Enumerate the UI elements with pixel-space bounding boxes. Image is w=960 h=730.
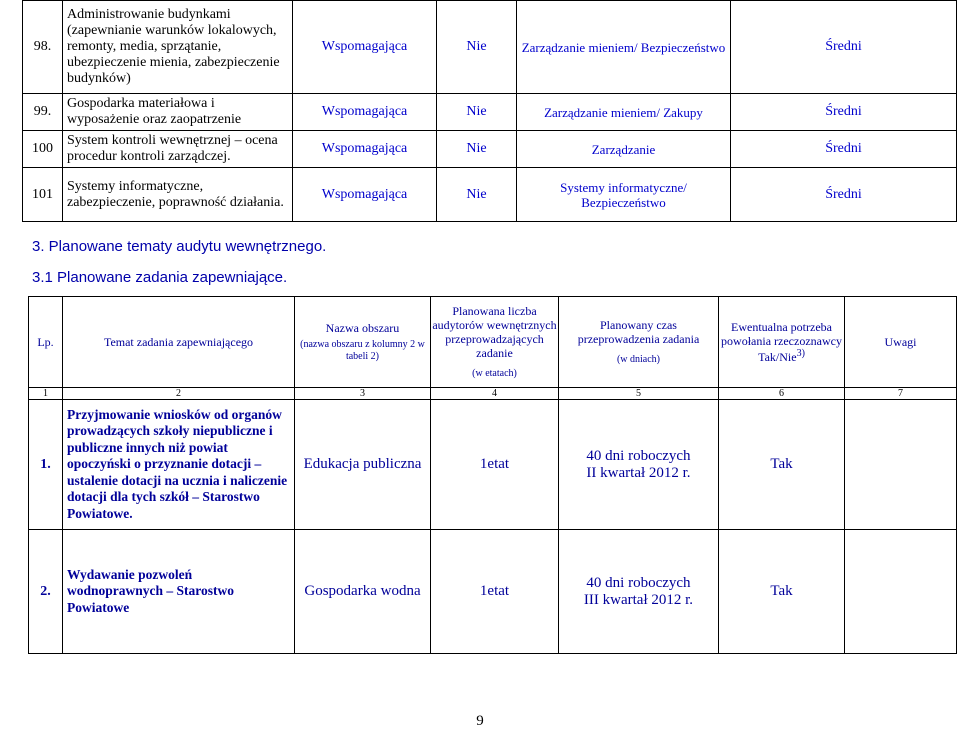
task-auditors: 1etat [431, 530, 559, 654]
outsourced: Nie [437, 131, 517, 168]
process-type: Wspomagająca [293, 168, 437, 222]
process-name: Gospodarka materiałowa i wyposażenie oraz zaopatrzenie [63, 94, 293, 131]
task-area: Edukacja publiczna [295, 400, 431, 530]
page-number: 9 [476, 713, 484, 729]
column-number: 7 [845, 388, 957, 400]
header-remarks: Uwagi [845, 297, 957, 388]
column-number: 2 [63, 388, 295, 400]
row-number: 100 [23, 131, 63, 168]
assurance-tasks-table [28, 296, 957, 654]
header-auditors-text: Planowana liczba audytorów wewnętrznych przeprowadzających zadanie [432, 304, 557, 360]
process-type: Wspomagająca [293, 131, 437, 168]
task-time-quarter: II kwartał 2012 r. [586, 464, 691, 481]
row-number: 101 [23, 168, 63, 222]
table-row [29, 400, 957, 530]
header-expert [719, 297, 845, 388]
header-auditors-note: (w etatach) [472, 368, 517, 379]
risk-level: Średni [731, 1, 957, 94]
area: Zarządzanie [517, 131, 731, 168]
process-name: Systemy informatyczne, zabezpieczenie, poprawność działania. [63, 168, 293, 222]
row-number: 98. [23, 1, 63, 94]
header-time-text: Planowany czas przeprowadzenia zadania [577, 318, 700, 346]
task-lp: 1. [29, 400, 63, 530]
column-number: 6 [719, 388, 845, 400]
task-time [559, 530, 719, 654]
risk-table [22, 0, 957, 222]
row-number: 99. [23, 94, 63, 131]
task-time [559, 400, 719, 530]
process-type: Wspomagająca [293, 1, 437, 94]
task-time-days: 40 dni roboczych [586, 574, 691, 591]
task-time-days: 40 dni roboczych [586, 447, 691, 464]
task-auditors: 1etat [431, 400, 559, 530]
task-topic: Wydawanie pozwoleń wodnoprawnych – Starostwo Powiatowe [63, 530, 295, 654]
table-row [23, 94, 957, 131]
section-heading-3: 3. Planowane tematy audytu wewnętrznego. [32, 238, 327, 255]
column-number: 5 [559, 388, 719, 400]
task-lp: 2. [29, 530, 63, 654]
process-name: Administrowanie budynkami (zapewnianie warunków lokalowych, remonty, media, sprzątanie, ubezpieczenie mienia, zabezpieczenie budynków) [63, 1, 293, 94]
task-remarks [845, 530, 957, 654]
outsourced: Nie [437, 94, 517, 131]
area: Zarządzanie mieniem/ Bezpieczeństwo [517, 1, 731, 94]
area: Zarządzanie mieniem/ Zakupy [517, 94, 731, 131]
column-number-row [29, 388, 957, 400]
header-expert-text: Ewentualna potrzeba powołania rzeczoznawcy Tak/Nie [721, 320, 842, 364]
table-row [23, 1, 957, 94]
header-time [559, 297, 719, 388]
table-row [23, 168, 957, 222]
header-area [295, 297, 431, 388]
task-expert: Tak [719, 400, 845, 530]
header-area-note: (nazwa obszaru z kolumny 2 w tabeli 2) [300, 339, 425, 362]
section-heading-3-1: 3.1 Planowane zadania zapewniające. [32, 269, 288, 286]
task-remarks [845, 400, 957, 530]
header-auditors [431, 297, 559, 388]
risk-level: Średni [731, 94, 957, 131]
task-topic: Przyjmowanie wniosków od organów prowadzących szkoły niepubliczne i publiczne innych niż powiat opoczyński o przyznanie dotacji – ustalenie dotacji na ucznia i naliczenie dotacji dla tych szkół – Starostwo Powiatowe. [63, 400, 295, 530]
outsourced: Nie [437, 168, 517, 222]
column-number: 3 [295, 388, 431, 400]
header-expert-footnote: 3) [796, 348, 805, 359]
task-time-quarter: III kwartał 2012 r. [583, 591, 694, 608]
column-number: 4 [431, 388, 559, 400]
process-name: System kontroli wewnętrznej – ocena procedur kontroli zarządczej. [63, 131, 293, 168]
task-area: Gospodarka wodna [295, 530, 431, 654]
table-row [23, 131, 957, 168]
risk-level: Średni [731, 131, 957, 168]
area: Systemy informatyczne/ Bezpieczeństwo [517, 168, 731, 222]
header-topic: Temat zadania zapewniającego [63, 297, 295, 388]
outsourced: Nie [437, 1, 517, 94]
risk-level: Średni [731, 168, 957, 222]
header-row [29, 297, 957, 388]
process-type: Wspomagająca [293, 94, 437, 131]
table-row [29, 530, 957, 654]
header-time-note: (w dniach) [616, 354, 661, 365]
header-lp: Lp. [29, 297, 63, 388]
task-expert: Tak [719, 530, 845, 654]
header-area-name: Nazwa obszaru [325, 321, 400, 335]
column-number: 1 [29, 388, 63, 400]
